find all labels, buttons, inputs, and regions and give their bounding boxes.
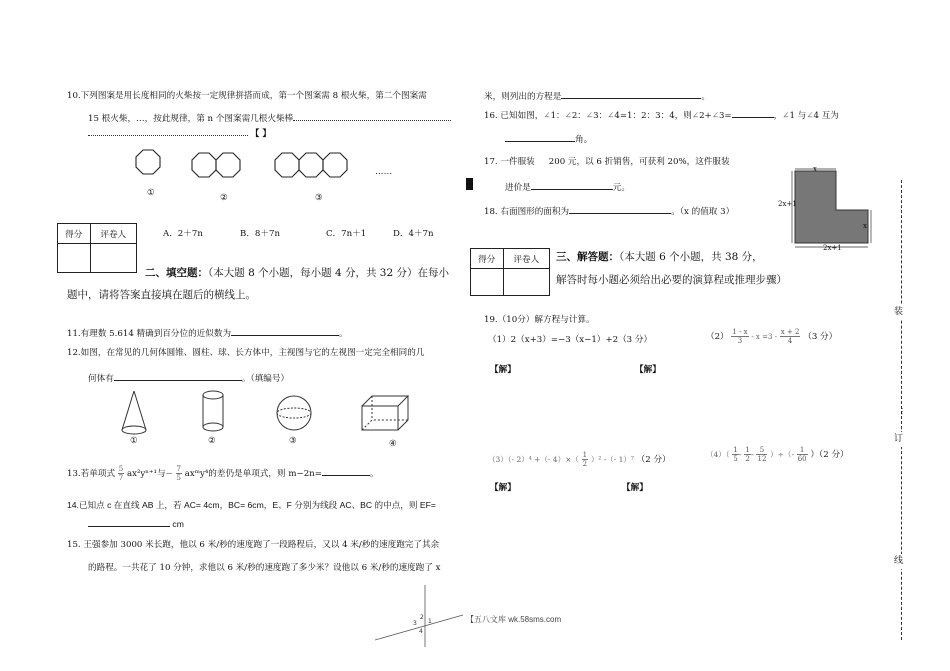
q16-angle-figure (375, 585, 465, 647)
q19-p4-frac-1: $\frac{1}{5}$ (733, 446, 738, 463)
footer-watermark: 【五八文库 wk.58sms.com (466, 615, 562, 624)
q19-p4-frac-3: $\frac{5}{12}$ (757, 446, 767, 463)
q16-post: ， (773, 111, 783, 121)
q19-p3-score: （2 分） (636, 455, 671, 465)
q12-answer-blank[interactable] (114, 371, 242, 381)
q16-expr2: 3= (718, 111, 732, 121)
q15-line2: 的路程。一共花了 10 分钟，求他以 6 米/秒的速度跑了多少米？设他以 6 米/秒的速度跑了 x (88, 563, 441, 573)
section3-title: 三、解答题： (556, 251, 619, 263)
q13-frac-2: $\frac{7}{5}$ (176, 465, 181, 482)
q10-option-a: A．2＋7n (163, 229, 203, 239)
q10-fig-label-3: ③ (315, 193, 323, 203)
q19-part1: （1）2（x+3）=−3（x−1）+2（3 分） (488, 335, 653, 345)
q19-p2-pre: （2） (706, 332, 729, 342)
q19-p3-rest: ）² -（- 1）⁷ (590, 455, 634, 464)
cuboid-front (362, 406, 398, 430)
q16-fig-num-1: 1 (428, 618, 432, 625)
score-cell[interactable] (471, 269, 504, 296)
binding-label-ding: 订 (894, 432, 903, 447)
q19-title: 19.（10分）解方程与计算。 (484, 315, 595, 325)
section2-header (145, 265, 449, 280)
q16-expr: 2+ (699, 111, 712, 121)
q19-p2-score: （3 分） (803, 332, 838, 342)
q19-p4-score: ）（2 分） (810, 450, 849, 460)
grader-cell[interactable] (90, 244, 136, 273)
q10-match-figures (130, 148, 393, 200)
angle-icon: ∠ (564, 111, 572, 121)
q13-term1: ax²yⁿ⁺¹ (126, 469, 157, 479)
q12-label-4: ④ (389, 439, 397, 449)
octagon-1 (136, 150, 160, 174)
q12-line2-post: 。（填编号） (241, 374, 290, 384)
q10-fig-label-1: ① (147, 188, 155, 198)
q15-line1: 15. 王强参加 3000 米长跑，他以 6 米/秒的速度跑了一段路程后，又以 4 米/秒的速度跑完了其余 (67, 540, 440, 550)
score-col1: 得分 (58, 224, 91, 244)
binding-label-zhuang: 装 (894, 305, 903, 320)
angle-icon: ∠ (691, 111, 700, 121)
q12-line2-pre: 何体有 (88, 374, 114, 384)
q16-post2: 1 与 (789, 111, 807, 121)
score-cell[interactable] (58, 244, 91, 273)
q19-p2-frac-2: $\frac{x + 2}{4}$ (780, 328, 800, 345)
section2-desc2: 题中，请将答案直接填在题后的横线上。 (67, 289, 256, 301)
print-marker (466, 178, 473, 190)
q17-pre: 17. 一件服装 (484, 157, 535, 167)
binding-dots: ⋮ (898, 407, 906, 416)
q11-text: 11.有理数 5.614 精确到百分位的近似数为 (67, 329, 232, 339)
q16-line1 (484, 108, 839, 121)
score-col1: 得分 (471, 249, 504, 269)
q13-pre: 13.若单项式 (67, 469, 116, 479)
q18-label-right: x (863, 222, 867, 230)
grader-cell[interactable] (503, 269, 549, 296)
q15-answer-blank[interactable] (561, 89, 701, 99)
q19-p2-mid: - x =3 - (751, 333, 778, 341)
grader-col: 评卷人 (503, 249, 549, 269)
angle-icon: ∠ (585, 111, 594, 121)
score-table-2 (470, 248, 550, 296)
q10-option-d: D．4＋7n (393, 229, 434, 239)
q12-line2 (88, 371, 289, 384)
q13-frac-1: $\frac{5}{7}$ (118, 465, 124, 482)
minus-sign: - (738, 450, 742, 460)
q19-p2-frac-1: $\frac{1 - x}{3}$ (732, 328, 748, 345)
q19-p4-pre: （4）（ (706, 450, 730, 459)
q17-line1 (484, 155, 730, 167)
cone-icon (122, 391, 146, 430)
q18-answer-blank[interactable] (569, 204, 671, 214)
q14-unit: cm (172, 519, 184, 529)
q19-p4-frac-4: $\frac{1}{60}$ (797, 446, 807, 463)
q18-text: 18. 右面图形的面积为 (484, 207, 570, 217)
cylinder-icon (203, 395, 223, 427)
q12-label-2: ② (208, 436, 216, 446)
q10-answer-bracket: 【 】 (250, 129, 271, 139)
sphere-icon (277, 396, 311, 430)
q18-tail: 。（x 的值取 3） (671, 207, 735, 217)
cylinder-base (203, 423, 223, 431)
q19-part3 (488, 451, 671, 468)
section2-title: 二、填空题： (145, 267, 208, 279)
q13-post: 的差仍是单项式，则 m−2n= (208, 469, 322, 479)
q18 (484, 204, 734, 217)
q10-option-b: B．8＋7n (240, 229, 280, 239)
minus-sign: - (750, 450, 754, 460)
q18-label-bottom: 2x+1 (823, 244, 842, 252)
angle-icon: ∠ (607, 111, 615, 121)
cone-base (122, 426, 146, 434)
cylinder-top (203, 391, 223, 399)
octagon-3a (275, 153, 299, 177)
q10-line2-text: 15 根火柴，…，按此规律，第 n 个图案需几根火柴棒 (88, 114, 294, 124)
l-shape-fill (795, 171, 868, 243)
section2-desc1: （本大题 8 个小题，每小题 4 分，共 32 分）在每小 (208, 267, 449, 279)
q19-p4-mid: ）÷（- (770, 450, 794, 459)
octagon-2b (216, 153, 240, 177)
q15-line3-tail: 。 (701, 92, 710, 102)
q16-pre: 16. 已知如图， (484, 111, 544, 121)
q19-part4 (706, 446, 849, 463)
section3-desc1: （本大题 6 个小题，共 38 分， (619, 251, 763, 263)
angle-icon: ∠ (543, 111, 551, 121)
q10-option-c: C．7n＋1 (326, 229, 367, 239)
section3-header (556, 249, 763, 264)
q14-line1: 14.已知点 c 在直线 AB 上，若 AC= 4cm，BC= 6cm，E、F 分别为线段 AC、BC 的中点，则 EF= (67, 500, 436, 510)
q16-relation-blank[interactable] (505, 132, 575, 142)
q12-solids (115, 388, 425, 448)
grader-col: 评卷人 (90, 224, 136, 244)
q13-answer-blank[interactable] (322, 466, 370, 476)
q18-label-top: x (813, 165, 817, 173)
q18-l-shape-figure (778, 164, 878, 252)
octagon-2a (192, 153, 216, 177)
q19-solution-4[interactable]: 【解】 (622, 483, 648, 493)
cuboid-icon (362, 396, 408, 430)
q16-line2-tail: 角。 (575, 135, 593, 145)
q16-fig-num-3: 3 (413, 620, 417, 627)
q19-p3-expr: （3）（- 2）⁴ +（- 4）×（ (488, 455, 579, 464)
q16-ratio2: 2： (571, 111, 586, 121)
q13-mid: 与 (156, 469, 166, 479)
q12-label-3: ③ (289, 436, 297, 446)
octagon-3b (299, 153, 323, 177)
section3-desc2: 解答时每小题必须给出必要的演算程或推理步骤） (556, 274, 787, 286)
q19-solution-2[interactable]: 【解】 (635, 365, 661, 375)
q14-answer-blank[interactable] (88, 517, 170, 527)
q10-line2 (88, 112, 451, 124)
q19-p4-frac-2: $\frac{1}{2}$ (745, 446, 750, 463)
q18-label-left: 2x+1 (778, 200, 797, 208)
sphere-equator (277, 408, 311, 418)
angle-icon: ∠ (806, 111, 814, 121)
q11-tail: 。 (339, 329, 348, 339)
q17-line2 (505, 180, 630, 193)
q10-fig-label-2: ② (220, 193, 228, 203)
q19-solution-1[interactable]: 【解】 (490, 365, 516, 375)
q19-p3-frac: $\frac{1}{2}$ (582, 451, 588, 468)
q17-line2-tail: 元。 (612, 183, 630, 193)
q16-fig-num-2: 2 (420, 614, 424, 621)
angle-icon: ∠ (711, 111, 719, 121)
q10-line1: 10.下列图案是用长度相同的火柴按一定规律拼搭而成，第一个图案需 8 根火柴，第二个图案需 (67, 91, 427, 101)
q16-sum-blank[interactable] (732, 108, 774, 118)
q12-label-1: ① (130, 436, 138, 446)
q11-answer-blank[interactable] (231, 326, 339, 336)
q17-mid: 200 元，以 6 折销售，可获利 20%，这件服装 (548, 157, 730, 167)
q19-part2 (706, 328, 837, 345)
q10-ellipsis: …… (375, 167, 393, 177)
q16-ratio: 1： (550, 111, 565, 121)
q15-line3-pre: 米，则列出的方程是 (484, 92, 562, 102)
q16-ratio3: 3： (593, 111, 608, 121)
q15-line3 (484, 89, 710, 102)
q13-sign: − (165, 469, 173, 479)
q16-line2 (505, 132, 592, 145)
q13-term2: axᵐy⁴ (184, 469, 209, 479)
q11 (67, 326, 348, 339)
q17-line2-pre: 进价是 (505, 183, 531, 193)
q16-post3: 4 互为 (813, 111, 839, 121)
q16-ratio4: 4=1：2：3：4，则 (614, 111, 692, 121)
q10-dots-line (88, 128, 248, 136)
score-table-1 (57, 223, 137, 273)
q13-tail: 。 (369, 469, 379, 479)
q16-fig-num-4: 4 (419, 628, 423, 635)
q14-line2 (88, 517, 184, 529)
q10-dots-row (88, 127, 463, 139)
angle-icon: ∠ (782, 111, 790, 121)
q12-line1: 12.如图，在常见的几何体圆锥、圆柱、球、长方体中，主视图与它的左视图一定完全相同的几 (67, 348, 425, 358)
q10-dots (293, 113, 451, 121)
q13 (67, 465, 379, 482)
q17-answer-blank[interactable] (531, 180, 613, 190)
cuboid-hidden-edges (362, 396, 408, 430)
q19-solution-3[interactable]: 【解】 (490, 483, 516, 493)
binding-label-xian: 线 (894, 554, 903, 569)
octagon-3c (323, 153, 347, 177)
